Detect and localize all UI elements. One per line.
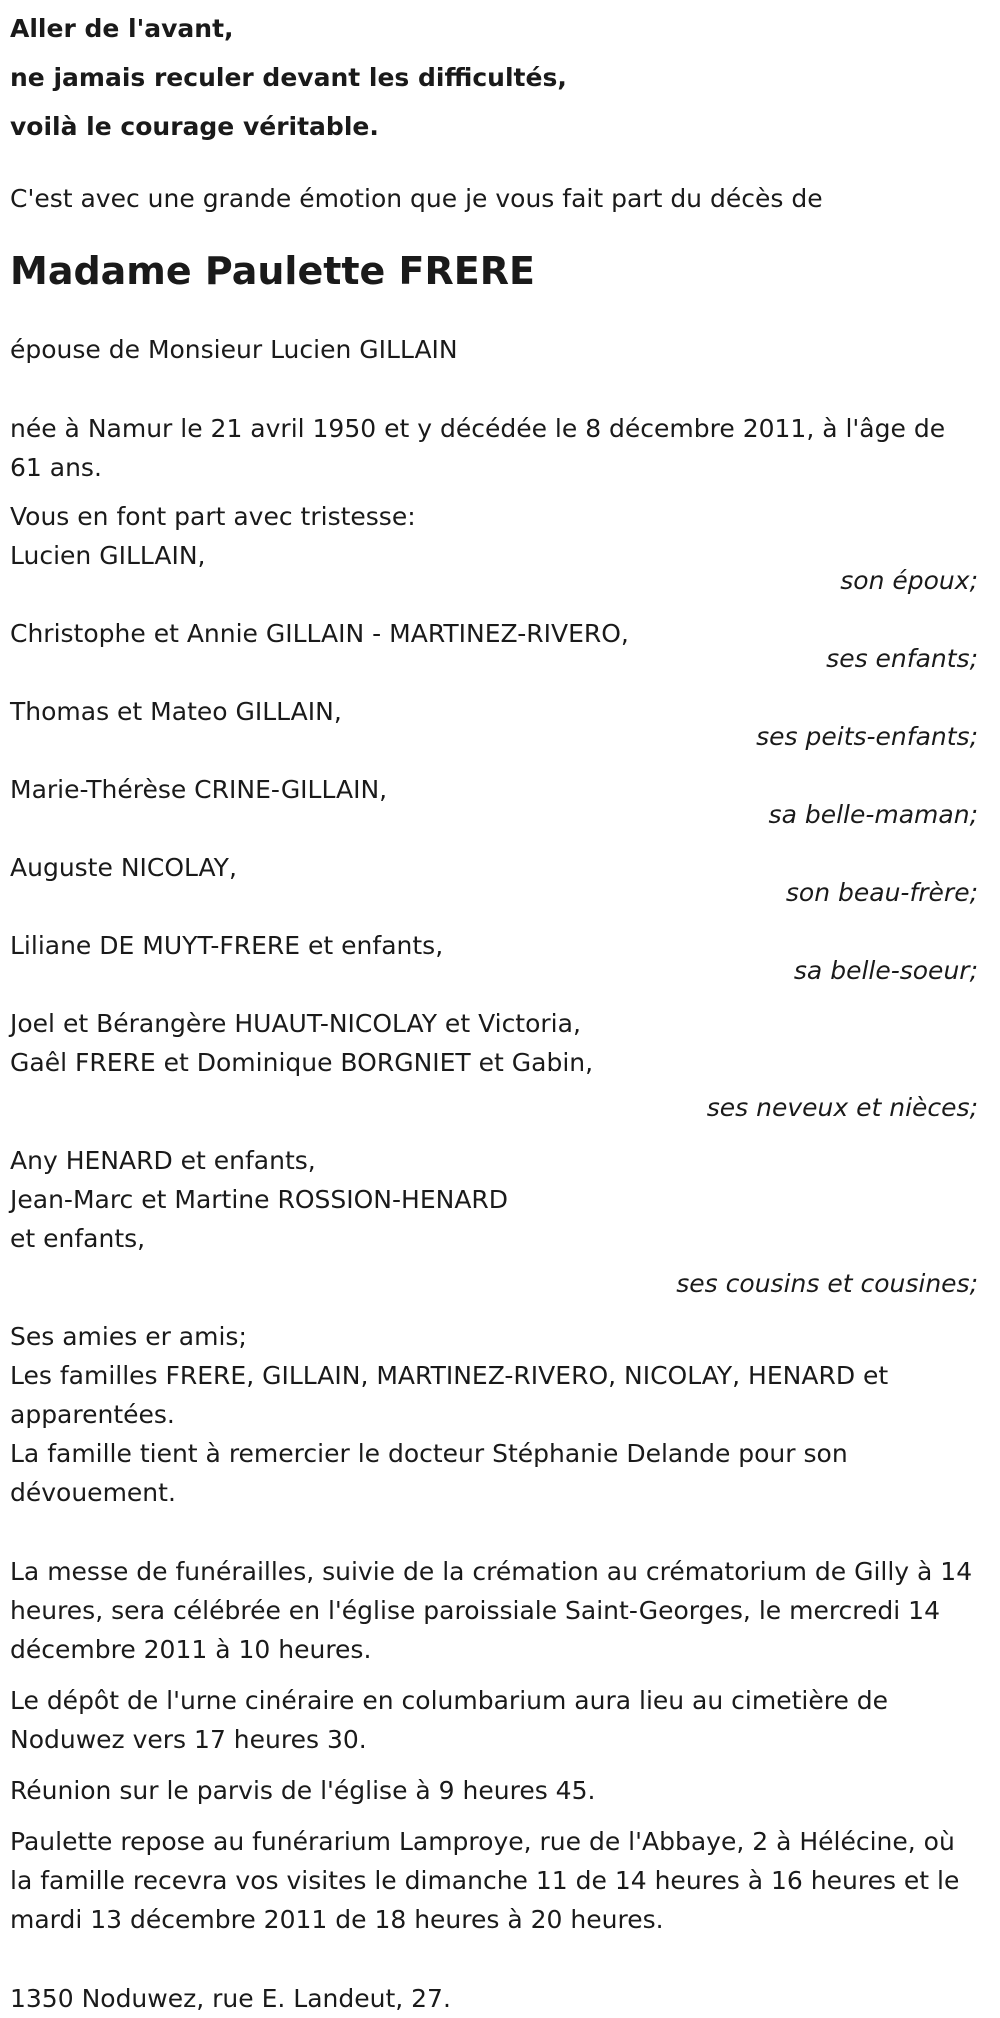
announce-line: Vous en font part avec tristesse:: [10, 502, 416, 531]
spouse-line: épouse de Monsieur Lucien GILLAIN: [10, 335, 458, 364]
mourner-name: Marie-Thérèse CRINE-GILLAIN,: [10, 775, 388, 804]
quote-line: ne jamais reculer devant les difficultés,: [10, 63, 567, 92]
families-line: Les familles FRERE, GILLAIN, MARTINEZ-RIVERO, NICOLAY, HENARD et apparentées.: [10, 1361, 889, 1429]
mourner-entry: [10, 536, 978, 600]
mourner-entry: [10, 614, 978, 678]
mourner-entry: [10, 1004, 978, 1127]
mourner-name: Any HENARD et enfants,: [10, 1146, 316, 1175]
mourner-name: Joel et Bérangère HUAUT-NICOLAY et Victoria,: [10, 1009, 581, 1038]
meeting-details: Réunion sur le parvis de l'église à 9 heures 45.: [10, 1776, 596, 1805]
mourner-name: Liliane DE MUYT-FRERE et enfants,: [10, 931, 444, 960]
mourner-name: Christophe et Annie GILLAIN - MARTINEZ-RIVERO,: [10, 619, 629, 648]
funeral-details: La messe de funérailles, suivie de la crémation au crématorium de Gilly à 14 heures, sera célébrée en l'église paroissiale Saint-Georges, le mercredi 14 décembre 2011 à 10 heures.: [10, 1557, 973, 1664]
mourner-relation: son beau-frère;: [785, 878, 978, 907]
intro-text: C'est avec une grande émotion que je vous fait part du décès de: [10, 184, 823, 213]
mourners-list: [10, 536, 978, 1303]
mourner-entry: [10, 692, 978, 756]
mourner-relation: ses neveux et nièces;: [706, 1093, 978, 1122]
birth-death-line: née à Namur le 21 avril 1950 et y décédée le 8 décembre 2011, à l'âge de 61 ans.: [10, 414, 946, 482]
rest-details: Paulette repose au funérarium Lamproye, rue de l'Abbaye, 2 à Hélécine, où la famille recevra vos visites le dimanche 11 de 14 heures à 16 heures et le mardi 13 décembre 2011 de 18 heures à 20 heures.: [10, 1827, 960, 1934]
mourner-entry: [10, 848, 978, 912]
mourner-entry: [10, 770, 978, 834]
mourner-name: et enfants,: [10, 1224, 146, 1253]
mourner-relation: sa belle-soeur;: [793, 956, 978, 985]
thanks-line: La famille tient à remercier le docteur Stéphanie Delande pour son dévouement.: [10, 1439, 848, 1507]
mourner-relation: ses peits-enfants;: [756, 722, 978, 751]
mourner-relation: son époux;: [840, 566, 978, 595]
quote-line: voilà le courage véritable.: [10, 112, 379, 141]
mourner-name: Thomas et Mateo GILLAIN,: [10, 697, 342, 726]
address-line: 1350 Noduwez, rue E. Landeut, 27.: [10, 1984, 451, 2013]
mourner-relation: ses cousins et cousines;: [676, 1269, 978, 1298]
mourner-name: Lucien GILLAIN,: [10, 541, 206, 570]
mourner-name: Auguste NICOLAY,: [10, 853, 237, 882]
deceased-name: Madame Paulette FRERE: [10, 249, 535, 293]
quote-line: Aller de l'avant,: [10, 14, 234, 43]
mourner-entry: [10, 1141, 978, 1303]
mourner-relation: ses enfants;: [826, 644, 978, 673]
mourner-entry: [10, 926, 978, 990]
friends-line: Ses amies er amis;: [10, 1322, 247, 1351]
urn-details: Le dépôt de l'urne cinéraire en columbarium aura lieu au cimetière de Noduwez vers 17 heures 30.: [10, 1686, 889, 1754]
mourner-name: Jean-Marc et Martine ROSSION-HENARD: [10, 1185, 509, 1214]
mourner-name: Gaêl FRERE et Dominique BORGNIET et Gabin,: [10, 1048, 594, 1077]
mourner-relation: sa belle-maman;: [768, 800, 978, 829]
